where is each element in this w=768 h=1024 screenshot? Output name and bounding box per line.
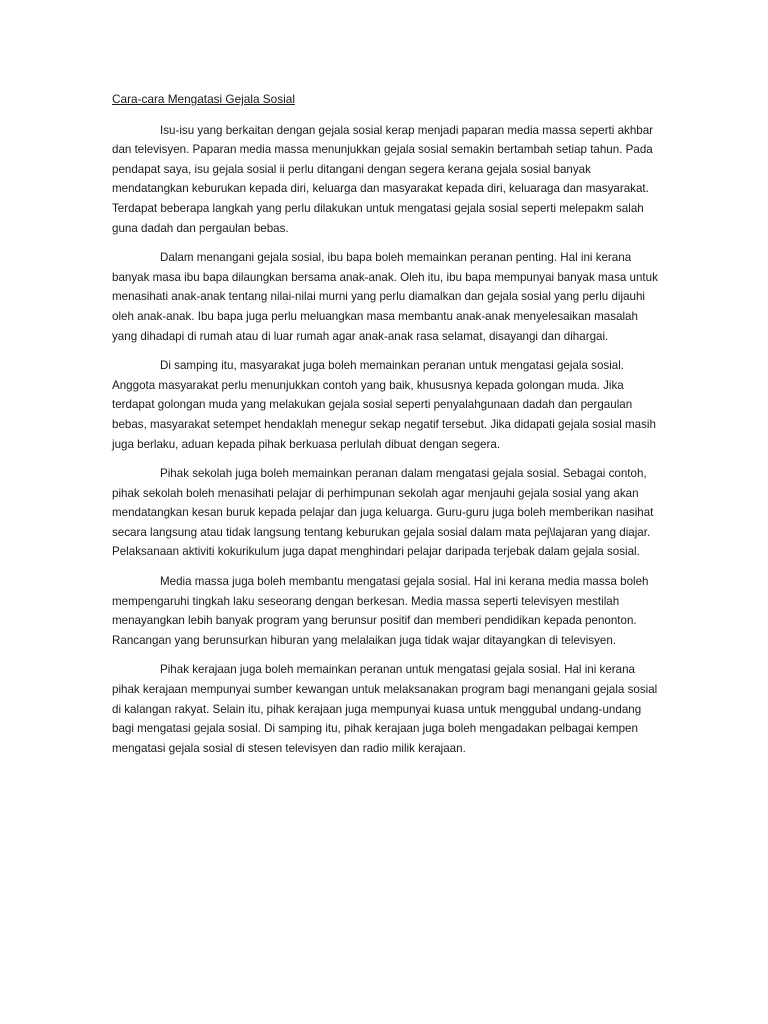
paragraph-parents: Dalam menangani gejala sosial, ibu bapa boleh memainkan peranan penting. Hal ini kerana banyak masa ibu bapa dilaungkan bersama anak-anak. Oleh itu, ibu bapa mempunyai banyak masa untuk menasihati anak-anak tentang nilai-nilai murni yang perlu diamalkan dan gejala sosial yang perlu dijauhi oleh anak-anak. Ibu bapa juga perlu meluangkan masa membantu anak-anak menyelesaikan masalah yang dihadapi di rumah atau di luar rumah agar anak-anak rasa selamat, disayangi dan dihargai.	[112, 251, 658, 343]
paragraph-school: Pihak sekolah juga boleh memainkan peranan dalam mengatasi gejala sosial. Sebagai contoh, pihak sekolah boleh menasihati pelajar di perhimpunan sekolah agar menjauhi gejala sosial yang akan mendatangkan kesan buruk kepada pelajar dan juga keluarga. Guru-guru juga boleh memberikan nasihat secara langsung atau tidak langsung tentang keburukan gejala sosial dalam mata pej\lajaran yang diajar. Pelaksanaan aktiviti kokurikulum juga dapat menghindari pelajar daripada terjebak dalam gejala sosial.	[112, 467, 654, 559]
document-body	[112, 90, 660, 768]
paragraph-intro: Isu-isu yang berkaitan dengan gejala sosial kerap menjadi paparan media massa seperti akhbar dan televisyen. Paparan media massa menunjukkan gejala sosial semakin bertambah setiap tahun. Pada pendapat saya, isu gejala sosial ii perlu ditangani dengan segera kerana gejala sosial banyak mendatangkan keburukan kepada diri, keluarga dan masyarakat kepada diri, keluaraga dan masyarakat. Terdapat beberapa langkah yang perlu dilakukan untuk mengatasi gejala sosial seperti melepakm salah guna dadah dan pergaulan bebas.	[112, 123, 654, 235]
document-title: Cara-cara Mengatasi Gejala Sosial	[112, 92, 295, 106]
paragraph-community: Di samping itu, masyarakat juga boleh memainkan peranan untuk mengatasi gejala sosial. Anggota masyarakat perlu menunjukkan contoh yang baik, khususnya kepada golongan muda. Jika terdapat golongan muda yang melakukan gejala sosial seperti penyalahgunaan dadah dan pergaulan bebas, masyarakat setempet hendaklah menegur sekap negatif tersebut. Jika didapati gejala sosial masih juga berlaku, aduan kepada pihak berkuasa perlulah dibuat dengan segera.	[112, 359, 656, 451]
paragraph-media: Media massa juga boleh membantu mengatasi gejala sosial. Hal ini kerana media massa boleh mempengaruhi tingkah laku seseorang dengan berkesan. Media massa seperti televisyen mestilah menayangkan lebih banyak program yang berunsur positif dan memberi pendidikan kepada penonton. Rancangan yang berunsurkan hiburan yang melalaikan juga tidak wajar ditayangkan di televisyen.	[112, 575, 649, 647]
paragraph-government: Pihak kerajaan juga boleh memainkan peranan untuk mengatasi gejala sosial. Hal ini kerana pihak kerajaan mempunyai sumber kewangan untuk melaksanakan program bagi menangani gejala sosial di kalangan rakyat. Selain itu, pihak kerajaan juga mempunyai kuasa untuk menggubal undang-undang bagi mengatasi gejala sosial. Di samping itu, pihak kerajaan juga boleh mengadakan pelbagai kempen mengatasi gejala sosial di stesen televisyen dan radio milik kerajaan.	[112, 663, 658, 755]
